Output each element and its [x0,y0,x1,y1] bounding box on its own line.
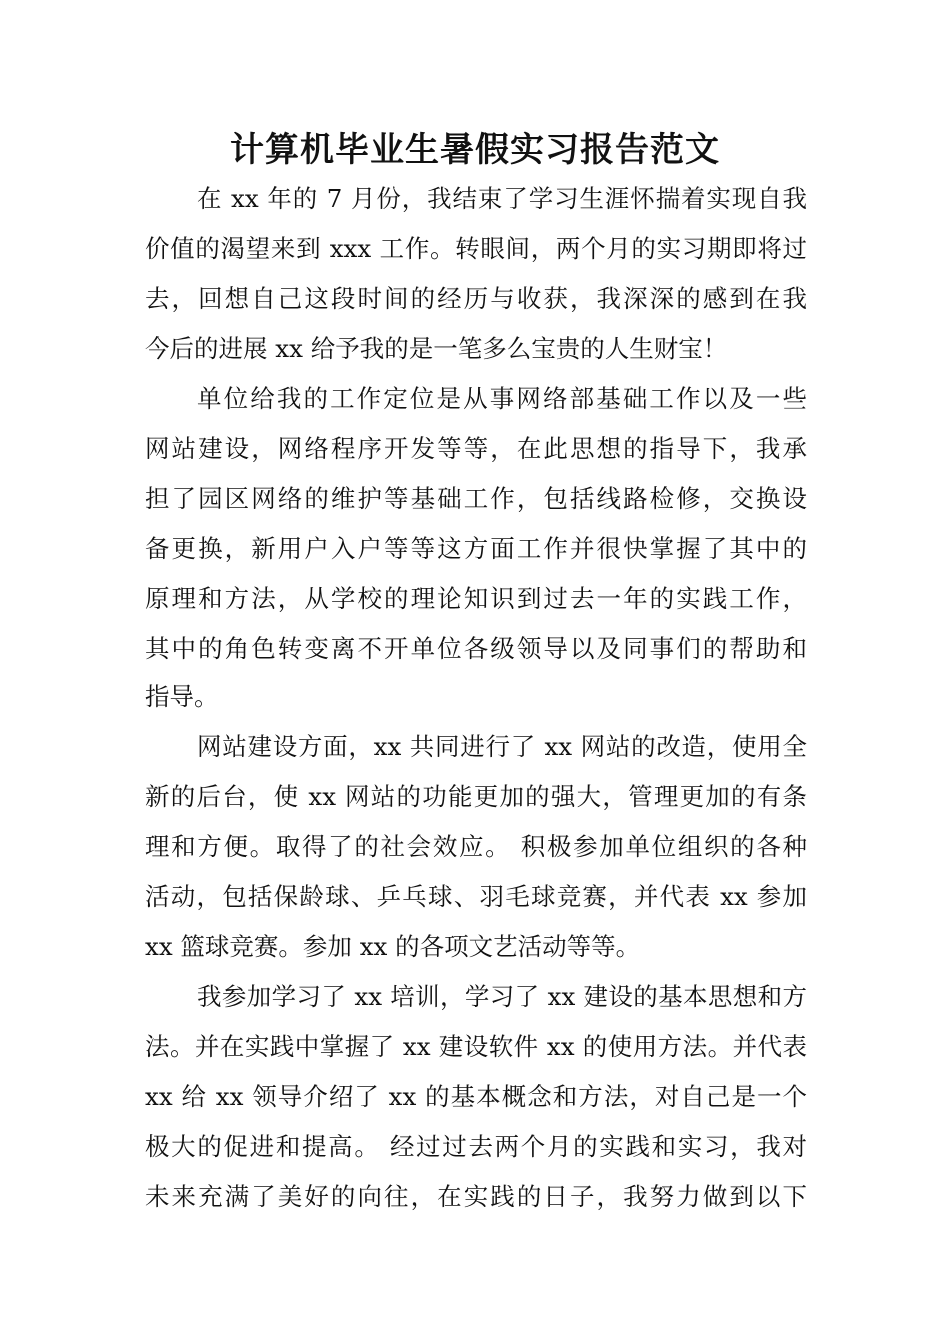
paragraph-line: 理和方便。取得了的社会效应。 积极参加单位组织的各种 [145,832,807,861]
paragraph-line: 价值的渴望来到 xxx 工作。转眼间，两个月的实习期即将过 [145,234,807,263]
paragraph-line: 极大的促进和提高。 经过过去两个月的实践和实习，我对 [145,1132,807,1161]
paragraph-line: 其中的角色转变离不开单位各级领导以及同事们的帮助和 [145,634,807,663]
paragraph-line: 新的后台，使 xx 网站的功能更加的强大，管理更加的有条 [145,782,807,811]
paragraph-line: 去，回想自己这段时间的经历与收获，我深深的感到在我 [145,284,807,313]
paragraph-line: 网站建设，网络程序开发等等，在此思想的指导下，我承 [145,434,807,463]
paragraph-line: 今后的进展 xx 给予我的是一笔多么宝贵的人生财宝！ [145,334,728,363]
paragraph-line: xx 篮球竞赛。参加 xx 的各项文艺活动等等。 [145,932,641,961]
paragraph-line: 单位给我的工作定位是从事网络部基础工作以及一些 [197,384,807,413]
paragraph-line: 活动，包括保龄球、乒乓球、羽毛球竞赛，并代表 xx 参加 [145,882,807,911]
document-title: 计算机毕业生暑假实习报告范文 [230,130,720,170]
paragraph-line: 指导。 [145,682,219,711]
paragraph-line: 法。并在实践中掌握了 xx 建设软件 xx 的使用方法。并代表 [145,1032,807,1061]
paragraph-line: 在 xx 年的 7 月份，我结束了学习生涯怀揣着实现自我 [197,184,807,213]
paragraph-line: 网站建设方面，xx 共同进行了 xx 网站的改造，使用全 [197,732,807,761]
paragraph-line: xx 给 xx 领导介绍了 xx 的基本概念和方法，对自己是一个 [145,1082,807,1111]
paragraph-line: 原理和方法，从学校的理论知识到过去一年的实践工作， [145,584,807,613]
paragraph-line: 我参加学习了 xx 培训，学习了 xx 建设的基本思想和方 [197,982,807,1011]
paragraph-line: 担了园区网络的维护等基础工作，包括线路检修，交换设 [145,484,807,513]
paragraph-line: 未来充满了美好的向往，在实践的日子，我努力做到以下 [145,1182,807,1211]
paragraph-line: 备更换，新用户入户等等这方面工作并很快掌握了其中的 [145,534,807,563]
